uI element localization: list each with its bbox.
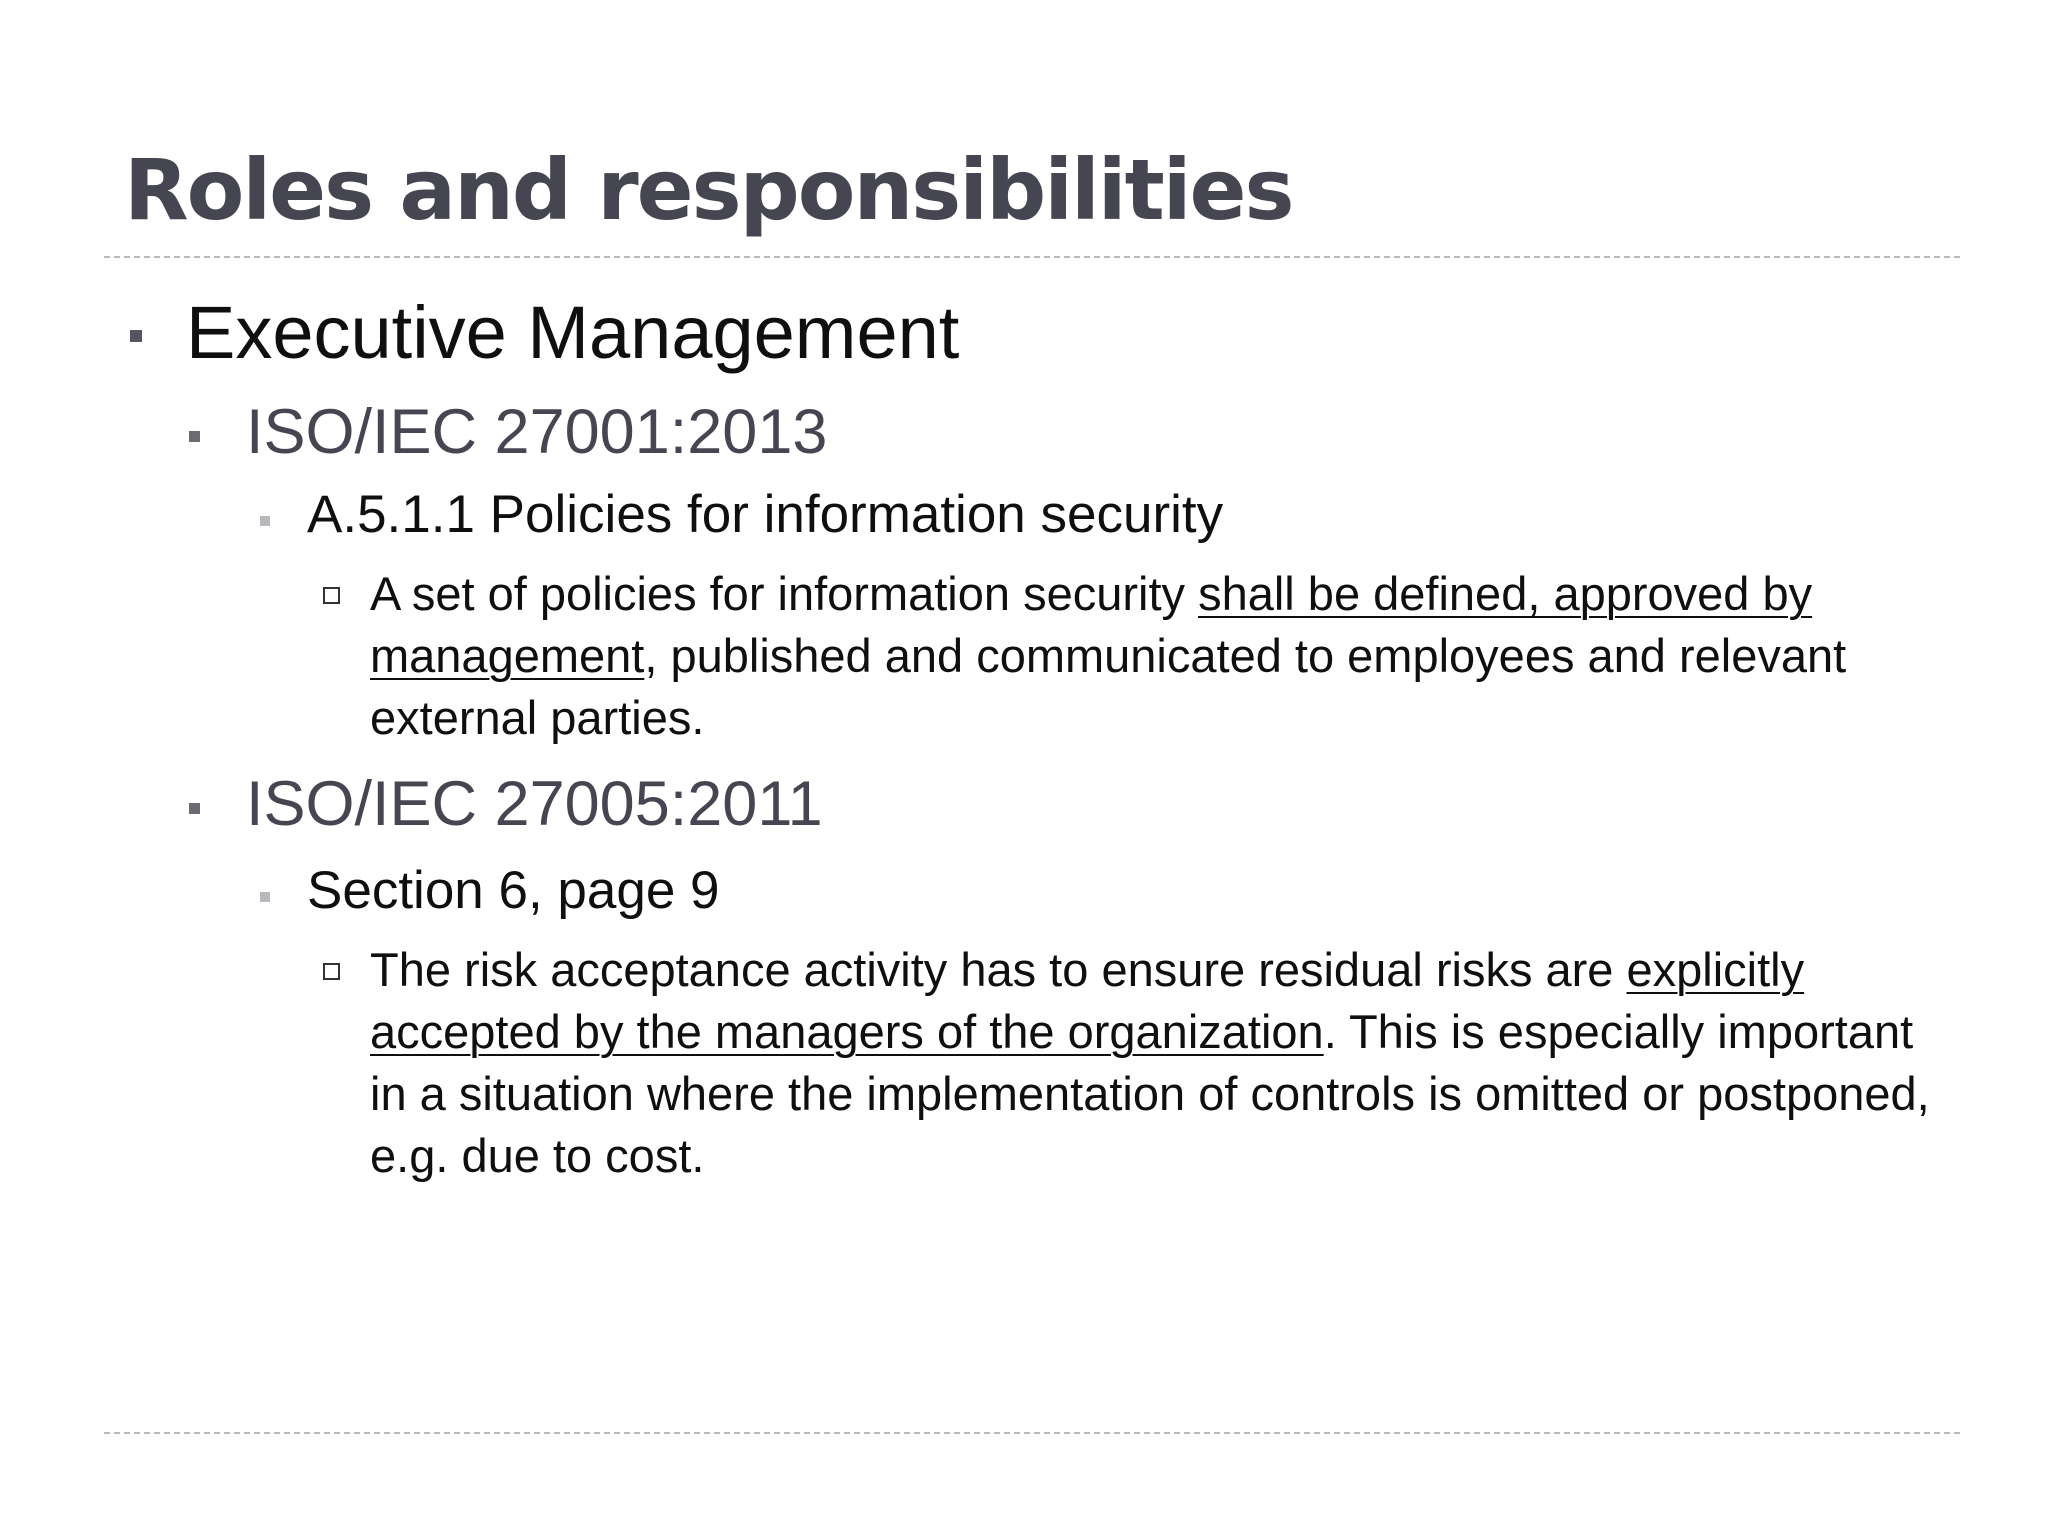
clause-heading: Section 6, page 9 bbox=[307, 861, 720, 920]
clause-text-part: , published and communicated to employees and relevant external parties. bbox=[370, 629, 1847, 744]
clause-text bbox=[370, 563, 1930, 749]
clause-text-underlined: explicitly accepted by the managers of the organization bbox=[370, 943, 1805, 1058]
level2-bullet-icon bbox=[189, 803, 200, 814]
checkbox-bullet-icon bbox=[323, 587, 340, 604]
title-divider bbox=[104, 256, 1960, 258]
level1-bullet-icon bbox=[130, 330, 142, 342]
clause-text-part: . This is especially important in a situation where the implementation of controls is omitted or postponed, e.g. due to cost. bbox=[370, 1005, 1930, 1182]
level3-bullet-icon bbox=[260, 892, 270, 902]
clause-text-underlined: shall be defined, approved by management bbox=[370, 567, 1813, 682]
slide-title: Roles and responsibilities bbox=[124, 141, 1293, 239]
checkbox-bullet-icon bbox=[323, 963, 340, 980]
clause-text-part: A set of policies for information security bbox=[370, 567, 1199, 620]
standard-heading: ISO/IEC 27005:2011 bbox=[246, 769, 823, 839]
clause-text bbox=[370, 939, 1930, 1187]
clause-heading: A.5.1.1 Policies for information security bbox=[307, 485, 1224, 544]
level2-bullet-icon bbox=[189, 431, 200, 442]
standard-heading: ISO/IEC 27001:2013 bbox=[246, 397, 828, 467]
footer-divider bbox=[104, 1432, 1960, 1434]
section-heading: Executive Management bbox=[186, 291, 960, 374]
clause-text-part: The risk acceptance activity has to ensure residual risks are bbox=[370, 943, 1627, 996]
level3-bullet-icon bbox=[260, 516, 270, 526]
